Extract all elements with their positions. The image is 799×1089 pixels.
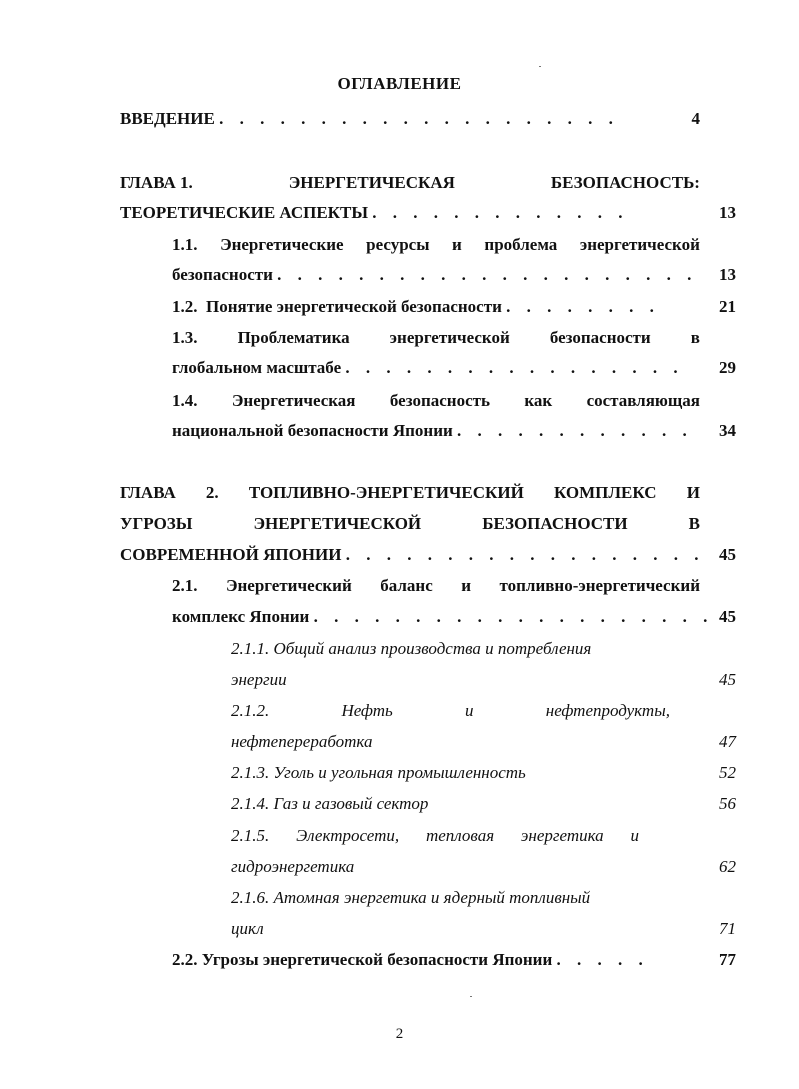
toc-entry-section-2-2[interactable] [172,945,736,975]
entry-line-2 [231,852,736,882]
entry-line-2 [172,260,736,290]
toc-entry-subsection-2-1-6[interactable] [231,883,736,943]
dot-leader: . . . . . . . . . . . . . . . . . . . . . [277,265,698,284]
page-ref: 13 [719,265,736,284]
toc-entry-subsection-2-1-2[interactable] [231,696,736,756]
entry-word: тепловая [425,826,495,845]
entry-line-1 [120,478,700,508]
toc-entry-chapter-1[interactable] [120,168,736,228]
entry-line-2 [120,509,700,539]
entry-label: СОВРЕМЕННОЙ ЯПОНИИ [120,545,342,564]
entry-word: безопасности [549,328,651,347]
entry-word: Энергетический [225,576,352,595]
entry-line-2 [231,727,736,757]
entry-word: Проблематика [237,328,350,347]
dot-leader: . . . . . . . . . . . . [457,421,693,440]
dot-leader: . . . . . . . . . . . . . . . . . . . . [313,607,714,626]
entry-word: проблема [484,235,558,254]
entry-label: комплекс Японии [172,607,310,626]
entry-word: Нефть [341,701,393,720]
entry-word: составляющая [586,391,700,410]
entry-word: нефтепродукты, [545,701,670,720]
toc-entry-subsection-2-1-4[interactable] [231,789,736,819]
entry-line-1 [231,696,670,726]
entry-line-2 [172,416,736,446]
entry-word: баланс [380,576,433,595]
entry-word: в [690,328,700,347]
entry-line-1 [172,945,736,975]
entry-word: ГЛАВА 1. [120,173,193,192]
toc-entry-subsection-2-1-5[interactable] [231,821,736,881]
entry-line-2 [172,353,736,383]
entry-label: гидроэнергетика [231,857,355,876]
page-ref: 45 [719,545,736,564]
entry-word: ГЛАВА [120,483,176,502]
entry-word: энергетической [389,328,510,347]
entry-word: ЭНЕРГЕТИЧЕСКАЯ [288,173,455,192]
dot-leader: . . . . . . . . . . . . . . . . . . . . [219,109,619,128]
entry-label: ТЕОРЕТИЧЕСКИЕ АСПЕКТЫ [120,203,369,222]
toc-entry-section-1-2[interactable] [172,292,736,322]
toc-entry-subsection-2-1-1[interactable] [231,634,736,694]
entry-word: Электросети, [296,826,400,845]
entry-word: 1.4. [172,391,198,410]
entry-label: 2.1.6. Атомная энергетика и ядерный топливный [231,888,591,907]
dot-leader: . . . . . . . . . . . . . . . . . [345,358,684,377]
entry-line-1 [172,230,700,260]
entry-label: 1.2. Понятие энергетической безопасности [172,297,502,316]
page-ref: 56 [719,794,736,813]
entry-word: и [630,826,639,845]
scan-speck [539,66,541,67]
entry-word: и [452,235,462,254]
entry-line-2 [231,914,736,944]
entry-word: ТОПЛИВНО-ЭНЕРГЕТИЧЕСКИЙ [248,483,524,502]
page-ref: 47 [719,732,736,751]
dot-leader: . . . . . . . . [506,297,660,316]
toc-entry-chapter-2[interactable] [120,478,736,570]
toc-entry-section-2-1[interactable] [172,571,736,631]
entry-word: и [461,576,472,595]
page-ref: 77 [719,950,736,969]
entry-word: и [465,701,474,720]
entry-line-1 [172,571,700,601]
entry-line-2 [172,602,736,632]
entry-word: В [688,514,700,533]
entry-label: энергии [231,670,287,689]
toc-entry-subsection-2-1-3[interactable] [231,758,736,788]
entry-line-3 [120,540,736,570]
entry-word: УГРОЗЫ [120,514,193,533]
page-ref: 62 [719,857,736,876]
page-ref: 52 [719,763,736,782]
entry-line-1 [231,883,736,913]
entry-word: 2. [205,483,219,502]
page-ref: 45 [719,607,736,626]
page-ref: 71 [719,919,736,938]
entry-word: как [524,391,553,410]
entry-label: ВВЕДЕНИЕ [120,109,215,128]
entry-label: 2.1.4. Газ и газовый сектор [231,794,429,813]
entry-word: И [686,483,700,502]
entry-word: 2.1.2. [231,701,270,720]
entry-line-2 [231,665,736,695]
toc-entry-section-1-3[interactable] [172,323,736,383]
entry-word: Энергетические [220,235,344,254]
entry-label: 2.1.1. Общий анализ производства и потребления [231,639,592,658]
entry-line-1 [172,292,736,322]
entry-word: энергетика [520,826,604,845]
entry-line-1 [172,323,700,353]
entry-line-1 [172,386,700,416]
entry-label: безопасности [172,265,273,284]
entry-line-1 [231,634,736,664]
dot-leader: . . . . . . . . . . . . . . . . . . [345,545,705,564]
entry-word: энергетической [579,235,700,254]
page-number: 2 [395,1026,404,1042]
entry-word: 2.1.5. [231,826,270,845]
entry-word: ресурсы [366,235,430,254]
entry-word: 2.1. [172,576,198,595]
page-ref: 45 [719,670,736,689]
page-ref: 4 [691,109,700,128]
entry-label: цикл [231,919,264,938]
entry-word: БЕЗОПАСНОСТИ [482,514,628,533]
toc-entry-section-1-1[interactable] [172,230,736,290]
entry-line-2 [120,198,736,228]
entry-word: топливно-энергетический [499,576,700,595]
entry-word: ЭНЕРГЕТИЧЕСКОЙ [253,514,422,533]
entry-line-1 [120,168,700,198]
scan-speck [470,996,472,997]
entry-label: 2.2. Угрозы энергетической безопасности Японии [172,950,553,969]
dot-leader: . . . . . [556,950,649,969]
toc-entry-section-1-4[interactable] [172,386,736,446]
dot-leader: . . . . . . . . . . . . . [372,203,629,222]
entry-label: национальной безопасности Японии [172,421,453,440]
entry-word: 1.1. [172,235,198,254]
entry-label: 2.1.3. Уголь и угольная промышленность [231,763,526,782]
entry-word: КОМПЛЕКС [553,483,657,502]
entry-word: 1.3. [172,328,198,347]
entry-word: безопасность [389,391,490,410]
entry-line-1 [231,821,639,851]
page-ref: 21 [719,297,736,316]
entry-label: глобальном масштабе [172,358,342,377]
page-ref: 34 [719,421,736,440]
entry-word: Энергетическая [231,391,356,410]
page-ref: 13 [719,203,736,222]
toc-entry-introduction[interactable] [120,104,700,134]
entry-line-1 [231,758,736,788]
page-ref: 29 [719,358,736,377]
entry-label: нефтепереработка [231,732,373,751]
page-title: ОГЛАВЛЕНИЕ [337,74,462,93]
entry-word: БЕЗОПАСНОСТЬ: [550,173,700,192]
entry-line-1 [231,789,736,819]
